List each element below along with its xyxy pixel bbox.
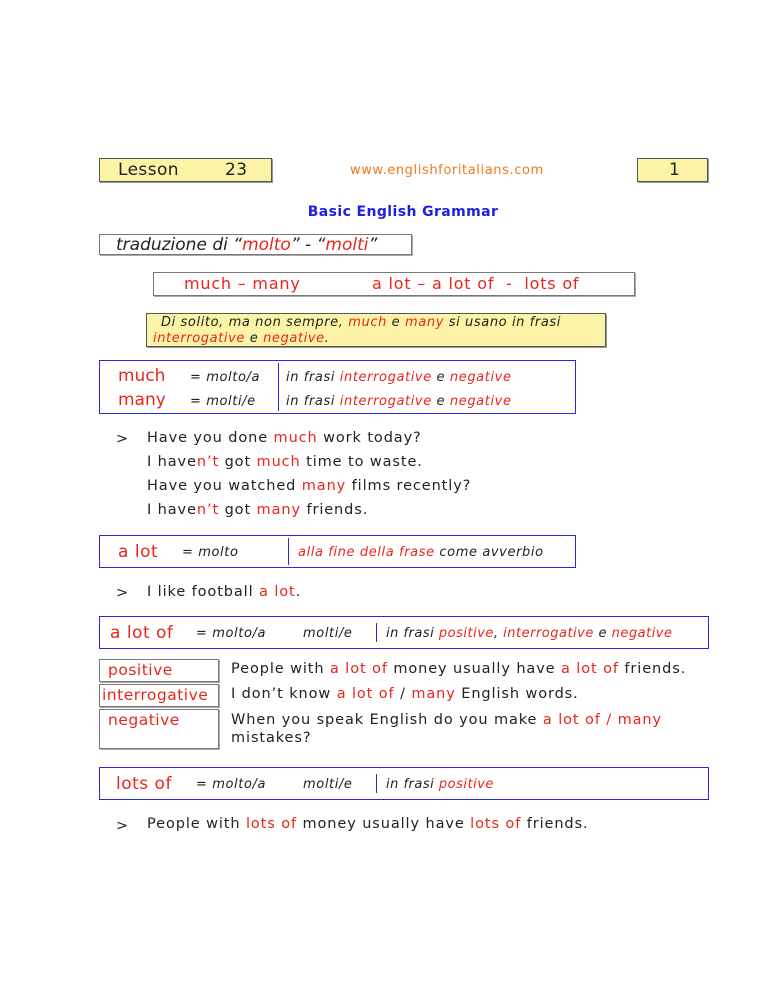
example-line: I haven’t got much time to waste. (147, 454, 423, 470)
topic-word-molto: molto (242, 235, 291, 255)
note-text-3: si usano in frasi (444, 315, 562, 330)
note-text-2: e (386, 315, 406, 330)
note-text-5: . (324, 331, 330, 346)
a-lot-usage: alla fine della frase come avverbio (298, 545, 544, 560)
a-lot-box (99, 535, 576, 568)
lots-of-box (99, 767, 709, 800)
a-lot-meaning: = molto (182, 545, 239, 560)
type-label-negative: negative (99, 709, 219, 749)
type-label-positive: positive (99, 659, 219, 682)
a-lot-of-divider (376, 623, 377, 642)
lesson-label: Lesson (118, 160, 179, 180)
note-box (146, 313, 606, 347)
example-line-a-lot: I like football a lot. (147, 584, 302, 600)
topic-prefix: traduzione di (116, 235, 234, 255)
much-usage: in frasi interrogative e negative (286, 370, 512, 385)
many-meaning: = molti/e (190, 394, 256, 409)
a-lot-of-meaning-plural: molti/e (303, 626, 353, 641)
note-text-1: Di solito, ma non sempre, (161, 315, 349, 330)
type-sentence-interrogative: I don’t know a lot of / many English words. (231, 686, 579, 702)
a-lot-word: a lot (118, 542, 159, 562)
forms-right: a lot – a lot of - lots of (372, 274, 580, 293)
a-lot-of-meaning-singular: = molto/a (196, 626, 267, 641)
forms-left: much – many (184, 274, 301, 293)
example-line: Have you done much work today? (147, 430, 422, 446)
example-marker-1: > (116, 431, 130, 447)
a-lot-of-word: a lot of (110, 623, 174, 643)
much-many-box (99, 360, 576, 414)
page-number-box (637, 158, 708, 182)
lots-of-divider (376, 774, 377, 793)
topic-word-molti: molti (325, 235, 369, 255)
example-marker-3: > (116, 818, 130, 834)
forms-box (153, 272, 635, 296)
type-sentence-positive: People with a lot of money usually have a lot of friends. (231, 661, 687, 677)
type-label-interrogative: interrogative (99, 684, 219, 707)
much-many-divider (278, 363, 279, 411)
many-usage: in frasi interrogative e negative (286, 394, 512, 409)
topic-separator: ” - “ (290, 235, 326, 255)
example-marker-2: > (116, 585, 130, 601)
example-line: I haven’t got many friends. (147, 502, 369, 518)
topic-box (99, 234, 412, 255)
type-sentence-negative: When you speak English do you make a lot of / many mistakes? (231, 712, 662, 746)
note-text-4: e (245, 331, 264, 346)
a-lot-of-box (99, 616, 709, 649)
lots-of-usage: in frasi positive (386, 777, 494, 792)
a-lot-divider (288, 538, 289, 565)
lesson-box (99, 158, 272, 182)
example-line-lots-of: People with lots of money usually have lots of friends. (147, 816, 589, 832)
example-line: Have you watched many films recently? (147, 478, 472, 494)
note-interrogative: interrogative (153, 331, 246, 346)
topic-quote-open: “ (233, 235, 243, 255)
lots-of-word: lots of (116, 774, 172, 794)
much-meaning: = molto/a (190, 370, 261, 385)
page-title: Basic English Grammar (307, 204, 499, 220)
topic-quote-close: ” (368, 235, 378, 255)
website-url[interactable]: www.englishforitalians.com (350, 163, 544, 178)
note-much: much (348, 315, 387, 330)
lots-of-meaning-plural: molti/e (303, 777, 353, 792)
note-negative: negative (263, 331, 325, 346)
a-lot-of-usage: in frasi positive, interrogative e negative (386, 626, 673, 641)
note-many: many (405, 315, 444, 330)
many-word: many (118, 390, 166, 410)
lesson-number: 23 (225, 160, 248, 180)
lots-of-meaning-singular: = molto/a (196, 777, 267, 792)
page-number: 1 (669, 160, 681, 180)
much-word: much (118, 366, 166, 386)
